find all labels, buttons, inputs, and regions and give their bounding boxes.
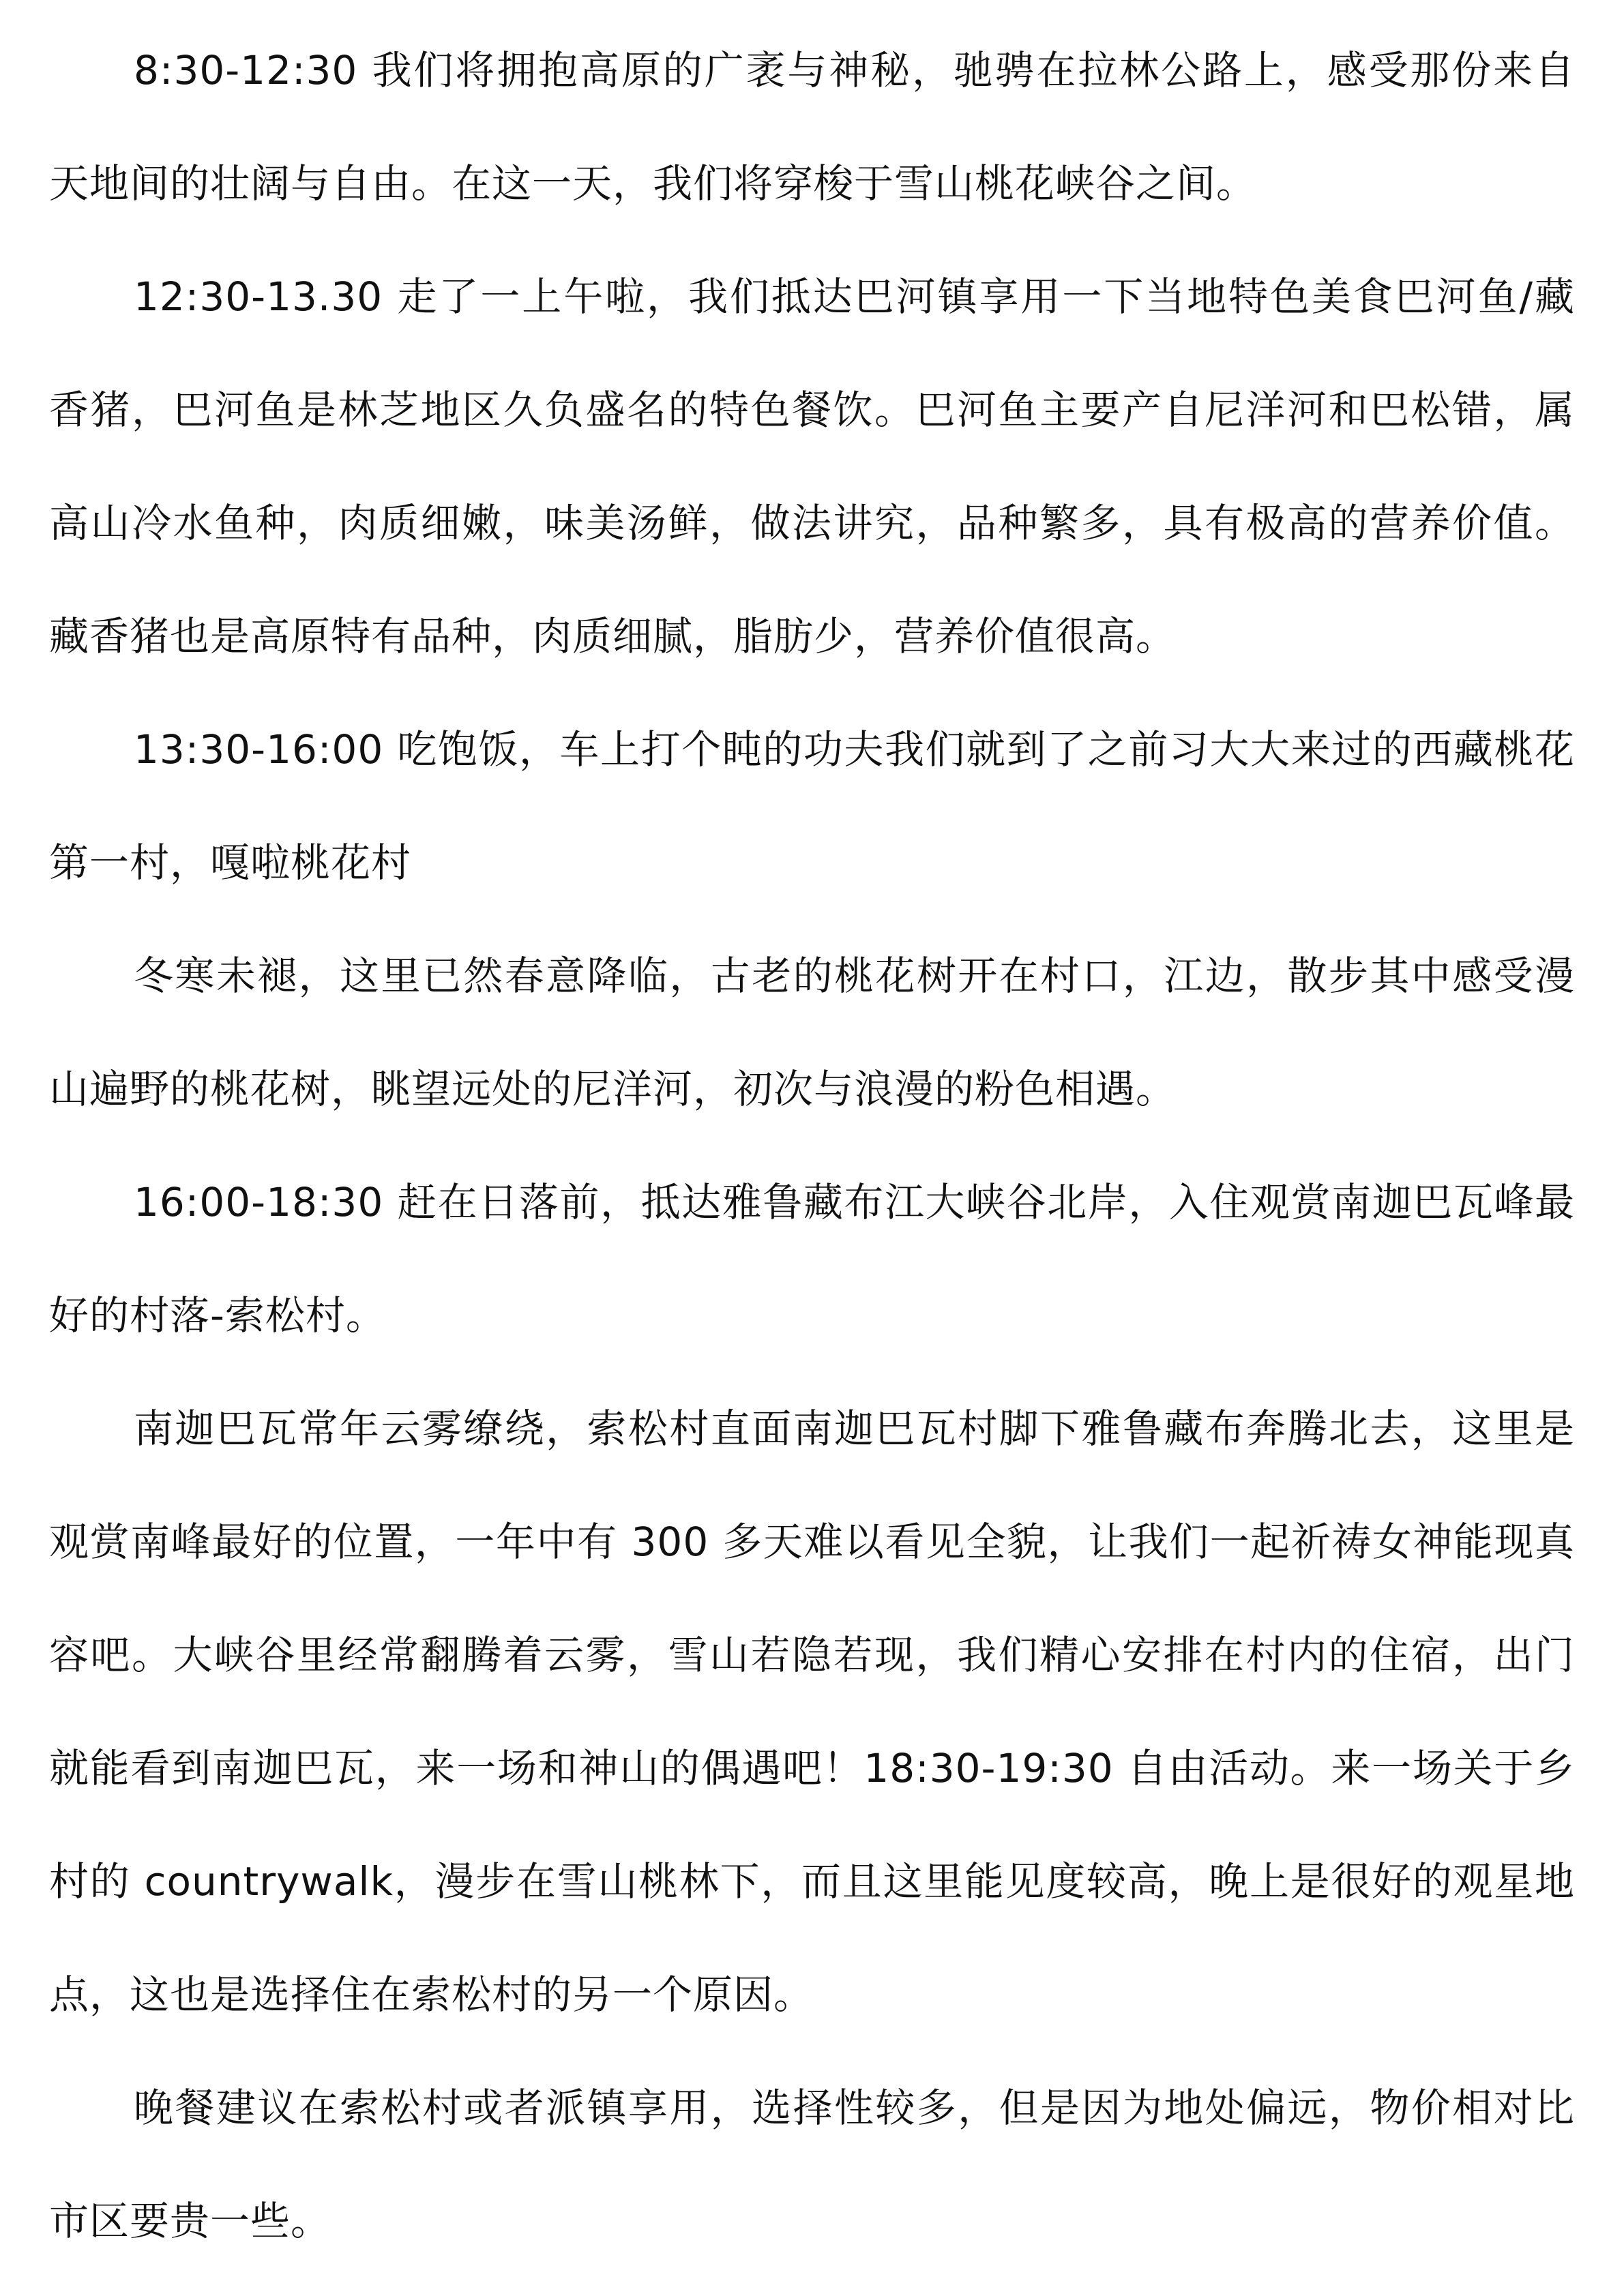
- paragraph-dinner-advice: 晚餐建议在索松村或者派镇享用，选择性较多，但是因为地处偏远，物价相对比市区要贵一些。: [49, 2085, 1575, 2244]
- paragraph-namcha-barwa: 南迦巴瓦常年云雾缭绕，索松村直面南迦巴瓦村脚下雅鲁藏布奔腾北去，这里是观赏南峰最好的位置，一年中有 300 多天难以看见全貌，让我们一起祈祷女神能现真容吧。大峡谷里经常翻腾着云雾，雪山若隐若现，我们精心安排在村内的住宿，出门就能看到南迦巴瓦，来一场和神山的偶遇吧！18:30-19:30 自由活动。来一场关于乡村的 countrywalk，漫步在雪山桃林下，而且这里能见度较高，晚上是很好的观星地点，这也是选择住在索松村的另一个原因。: [49, 1405, 1575, 2018]
- paragraph-lunch-bahe: 12:30-13.30 走了一上午啦，我们抵达巴河镇享用一下当地特色美食巴河鱼/藏香猪，巴河鱼是林芝地区久负盛名的特色餐饮。巴河鱼主要产自尼洋河和巴松错，属高山冷水鱼种，肉质细嫩，味美汤鲜，做法讲究，品种繁多，具有极高的营养价值。藏香猪也是高原特有品种，肉质细腻，脂肪少，营养价值很高。: [49, 273, 1575, 659]
- paragraph-morning-drive: 8:30-12:30 我们将拥抱高原的广袤与神秘，驰骋在拉林公路上，感受那份来自天地间的壮阔与自由。在这一天，我们将穿梭于雪山桃花峡谷之间。: [49, 47, 1575, 207]
- document-body: [49, 14, 1575, 2278]
- paragraph-arrive-suosong: 16:00-18:30 赶在日落前，抵达雅鲁藏布江大峡谷北岸，入住观赏南迦巴瓦峰最好的村落-索松村。: [49, 1179, 1575, 1339]
- paragraph-peach-village: 13:30-16:00 吃饱饭，车上打个盹的功夫我们就到了之前习大大来过的西藏桃花第一村，嘎啦桃花村: [49, 726, 1575, 886]
- paragraph-spring-scenery: 冬寒未褪，这里已然春意降临，古老的桃花树开在村口，江边，散步其中感受漫山遍野的桃花树，眺望远处的尼洋河，初次与浪漫的粉色相遇。: [49, 953, 1575, 1112]
